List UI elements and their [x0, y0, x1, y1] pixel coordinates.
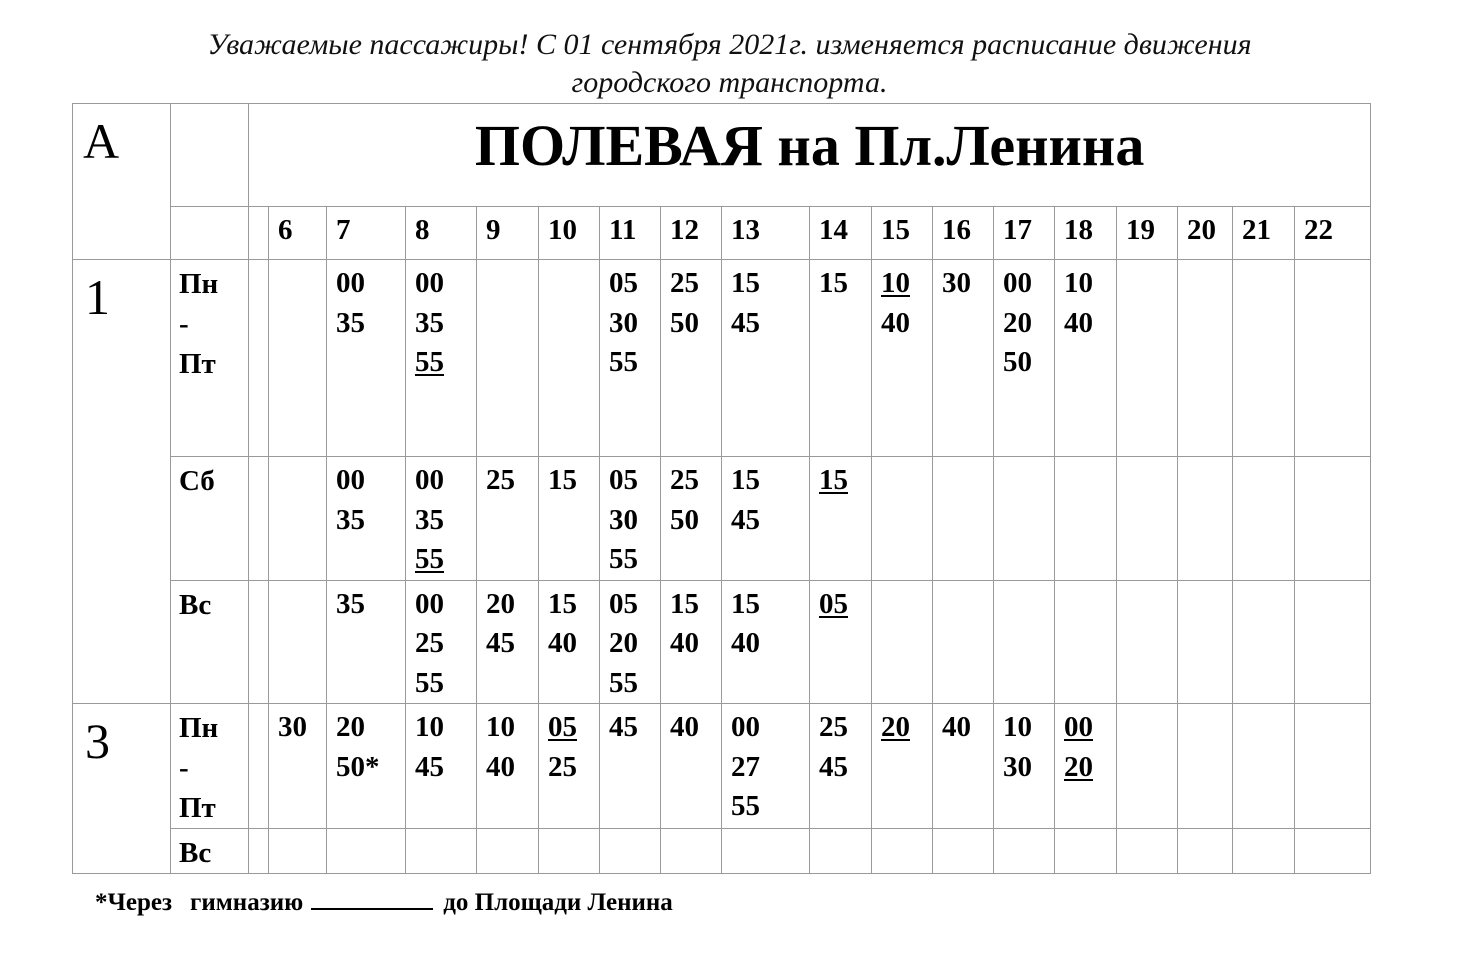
departure-minute: 25 — [670, 267, 699, 299]
hour-header-15: 15 — [872, 207, 933, 260]
table-row — [73, 704, 1371, 829]
minutes-cell — [810, 580, 872, 704]
minutes-cell — [1178, 260, 1233, 457]
departure-minute: 10 — [1064, 267, 1093, 299]
minutes-cell — [477, 704, 539, 829]
minutes-cell — [722, 580, 810, 704]
minutes-cell — [872, 580, 933, 704]
departure-minute: 00 — [1064, 711, 1093, 743]
hour-header-18: 18 — [1055, 207, 1117, 260]
departure-minute: 10 — [881, 267, 910, 299]
departure-minute: 05 — [609, 464, 638, 496]
minutes-cell — [600, 457, 661, 581]
hour-header-7: 7 — [327, 207, 406, 260]
departure-minute: 50 — [1003, 346, 1032, 378]
minutes-cell — [933, 704, 994, 829]
departure-minute: 55 — [415, 543, 444, 575]
departure-minute: 40 — [731, 627, 760, 659]
minutes-cell — [600, 829, 661, 874]
hour-header-19: 19 — [1117, 207, 1178, 260]
departure-minute: 25 — [819, 711, 848, 743]
minutes-cell — [327, 260, 406, 457]
minutes-cell — [1233, 704, 1295, 829]
minutes-cell — [269, 829, 327, 874]
footnote-left: *Через — [95, 889, 172, 916]
minutes-cell — [600, 260, 661, 457]
minutes-cell — [406, 704, 477, 829]
departure-minute: 05 — [819, 587, 848, 620]
departure-minute: 35 — [336, 503, 365, 536]
departure-minute: 30 — [1003, 750, 1032, 783]
hour-header-14: 14 — [810, 207, 872, 260]
minutes-cell — [600, 580, 661, 704]
minutes-cell — [477, 457, 539, 581]
minutes-cell — [1117, 829, 1178, 874]
departure-minute: 00 — [415, 267, 444, 299]
minutes-cell — [327, 829, 406, 874]
departure-minute: 50 — [670, 306, 699, 339]
minutes-cell — [661, 457, 722, 581]
departure-minute: 50 — [670, 503, 699, 536]
departure-minute: 15 — [548, 464, 577, 496]
departure-minute: 25 — [415, 627, 444, 659]
departure-minute: 55 — [731, 790, 760, 822]
departure-minute: 40 — [670, 711, 699, 743]
departure-minute: 15 — [731, 464, 760, 496]
minutes-cell — [477, 829, 539, 874]
day-label: Пн - Пт — [171, 704, 249, 829]
departure-minute: 00 — [336, 267, 365, 299]
departure-minute: 15 — [819, 267, 848, 299]
minutes-cell — [1295, 704, 1371, 829]
departure-minute: 55 — [415, 346, 444, 378]
footnote-middle: гимназию — [190, 889, 304, 916]
departure-minute: 30 — [942, 267, 971, 299]
hours-day-blank — [171, 207, 249, 260]
minutes-cell — [994, 457, 1055, 581]
departure-minute: 15 — [670, 587, 699, 620]
footnote-blank-line — [311, 888, 433, 910]
departure-minute: 00 — [731, 711, 760, 743]
minutes-cell — [661, 829, 722, 874]
minutes-cell — [539, 260, 600, 457]
departure-minute: 20 — [336, 711, 365, 743]
departure-minute: 30 — [278, 711, 307, 743]
minutes-cell — [1233, 829, 1295, 874]
minutes-cell — [269, 457, 327, 581]
minutes-cell — [933, 829, 994, 874]
minutes-cell — [810, 260, 872, 457]
departure-minute: 25 — [548, 750, 577, 783]
departure-minute: 15 — [731, 267, 760, 299]
minutes-cell — [269, 704, 327, 829]
minutes-cell — [872, 260, 933, 457]
day-label: Сб — [171, 457, 249, 581]
minutes-cell — [406, 457, 477, 581]
departure-minute: 20 — [486, 587, 515, 620]
departure-minute: 15 — [819, 464, 848, 496]
departure-minute: 40 — [942, 711, 971, 743]
departure-minute: 45 — [415, 750, 444, 783]
departure-minute: 27 — [731, 750, 760, 783]
footnote-right: до Площади Ленина — [443, 889, 673, 916]
hour-header-10: 10 — [539, 207, 600, 260]
spacer-cell — [249, 207, 269, 260]
minutes-cell — [539, 457, 600, 581]
spacer-cell — [249, 580, 269, 704]
minutes-cell — [1055, 704, 1117, 829]
day-label: Вс — [171, 580, 249, 704]
departure-minute: 35 — [336, 306, 365, 339]
departure-minute: 05 — [548, 711, 577, 743]
hour-header-12: 12 — [661, 207, 722, 260]
minutes-cell — [406, 829, 477, 874]
minutes-cell — [661, 580, 722, 704]
departure-minute: 05 — [609, 587, 638, 620]
minutes-cell — [1233, 457, 1295, 581]
departure-minute: 15 — [731, 587, 760, 620]
minutes-cell — [872, 704, 933, 829]
minutes-cell — [539, 829, 600, 874]
minutes-cell — [1295, 457, 1371, 581]
minutes-cell — [1055, 829, 1117, 874]
hour-header-20: 20 — [1178, 207, 1233, 260]
departure-minute: 30 — [609, 306, 638, 339]
departure-minute: 45 — [609, 711, 638, 743]
table-row — [73, 260, 1371, 457]
departure-minute: 40 — [670, 627, 699, 659]
departure-minute: 25 — [670, 464, 699, 496]
minutes-cell — [539, 580, 600, 704]
minutes-cell — [810, 829, 872, 874]
minutes-cell — [600, 704, 661, 829]
spacer-cell — [249, 457, 269, 581]
route-number: 1 — [73, 260, 171, 704]
minutes-cell — [994, 829, 1055, 874]
minutes-cell — [539, 704, 600, 829]
minutes-cell — [1178, 704, 1233, 829]
minutes-cell — [872, 457, 933, 581]
minutes-cell — [406, 260, 477, 457]
spacer-cell — [249, 829, 269, 874]
departure-minute: 35 — [336, 587, 365, 620]
minutes-cell — [269, 580, 327, 704]
schedule-table — [72, 103, 1371, 874]
departure-minute: 05 — [609, 267, 638, 299]
minutes-cell — [933, 580, 994, 704]
minutes-cell — [722, 260, 810, 457]
hour-header-21: 21 — [1233, 207, 1295, 260]
departure-minute: 00 — [336, 464, 365, 496]
minutes-cell — [1117, 260, 1178, 457]
table-row — [73, 580, 1371, 704]
minutes-cell — [327, 457, 406, 581]
spacer-cell — [249, 260, 269, 457]
hour-header-6: 6 — [269, 207, 327, 260]
hour-header-8: 8 — [406, 207, 477, 260]
minutes-cell — [661, 260, 722, 457]
departure-minute: 55 — [609, 666, 638, 699]
minutes-cell — [1295, 260, 1371, 457]
departure-minute: 45 — [486, 627, 515, 659]
departure-minute: 25 — [486, 464, 515, 496]
minutes-cell — [994, 260, 1055, 457]
departure-minute: 10 — [486, 711, 515, 743]
departure-minute: 00 — [415, 464, 444, 496]
minutes-cell — [810, 704, 872, 829]
minutes-cell — [327, 704, 406, 829]
minutes-cell — [1055, 580, 1117, 704]
minutes-cell — [1117, 457, 1178, 581]
notice-line-2: городского транспорта. — [571, 66, 888, 99]
departure-minute: 40 — [548, 627, 577, 659]
minutes-cell — [1233, 580, 1295, 704]
departure-minute: 10 — [415, 711, 444, 743]
departure-minute: 00 — [1003, 267, 1032, 299]
departure-minute: 20 — [1003, 306, 1032, 339]
departure-minute: 30 — [609, 503, 638, 536]
schedule-title: ПОЛЕВАЯ на Пл.Ленина — [249, 104, 1371, 207]
route-number: 3 — [73, 704, 171, 874]
header-blank-cell — [171, 104, 249, 207]
hour-header-13: 13 — [722, 207, 810, 260]
minutes-cell — [1117, 704, 1178, 829]
departure-minute: 40 — [1064, 306, 1093, 339]
departure-minute: 35 — [415, 306, 444, 339]
table-row — [73, 829, 1371, 874]
minutes-cell — [722, 704, 810, 829]
minutes-cell — [406, 580, 477, 704]
departure-minute: 20 — [1064, 750, 1093, 783]
minutes-cell — [1178, 457, 1233, 581]
departure-minute: 55 — [415, 666, 444, 699]
minutes-cell — [327, 580, 406, 704]
departure-minute: 00 — [415, 587, 444, 620]
hour-header-17: 17 — [994, 207, 1055, 260]
departure-minute: 40 — [486, 750, 515, 783]
hour-header-11: 11 — [600, 207, 661, 260]
departure-minute: 55 — [609, 543, 638, 575]
departure-minute: 45 — [731, 503, 760, 536]
departure-minute: 55 — [609, 346, 638, 378]
corner-label: А — [73, 104, 171, 260]
departure-minute: 45 — [819, 750, 848, 783]
departure-minute: 15 — [548, 587, 577, 620]
minutes-cell — [810, 457, 872, 581]
minutes-cell — [872, 829, 933, 874]
minutes-cell — [477, 260, 539, 457]
departure-minute: 10 — [1003, 711, 1032, 743]
minutes-cell — [1055, 457, 1117, 581]
minutes-cell — [1295, 829, 1371, 874]
notice-text — [0, 26, 1459, 102]
minutes-cell — [1295, 580, 1371, 704]
table-row — [73, 457, 1371, 581]
minutes-cell — [994, 704, 1055, 829]
minutes-cell — [722, 829, 810, 874]
minutes-cell — [933, 457, 994, 581]
day-label: Пн - Пт — [171, 260, 249, 457]
notice-line-1: Уважаемые пассажиры! С 01 сентября 2021г. изменяется расписание движения — [207, 28, 1252, 61]
minutes-cell — [1178, 580, 1233, 704]
minutes-cell — [661, 704, 722, 829]
minutes-cell — [477, 580, 539, 704]
departure-minute: 40 — [881, 306, 910, 339]
minutes-cell — [1117, 580, 1178, 704]
departure-minute: 20 — [881, 711, 910, 743]
footnote — [95, 888, 673, 917]
minutes-cell — [1178, 829, 1233, 874]
departure-minute: 50* — [336, 750, 380, 783]
spacer-cell — [249, 704, 269, 829]
minutes-cell — [722, 457, 810, 581]
departure-minute: 45 — [731, 306, 760, 339]
departure-minute: 20 — [609, 627, 638, 659]
minutes-cell — [1055, 260, 1117, 457]
hour-header-9: 9 — [477, 207, 539, 260]
hour-header-22: 22 — [1295, 207, 1371, 260]
departure-minute: 35 — [415, 503, 444, 536]
minutes-cell — [933, 260, 994, 457]
minutes-cell — [1233, 260, 1295, 457]
day-label: Вс — [171, 829, 249, 874]
hour-header-16: 16 — [933, 207, 994, 260]
minutes-cell — [269, 260, 327, 457]
minutes-cell — [994, 580, 1055, 704]
